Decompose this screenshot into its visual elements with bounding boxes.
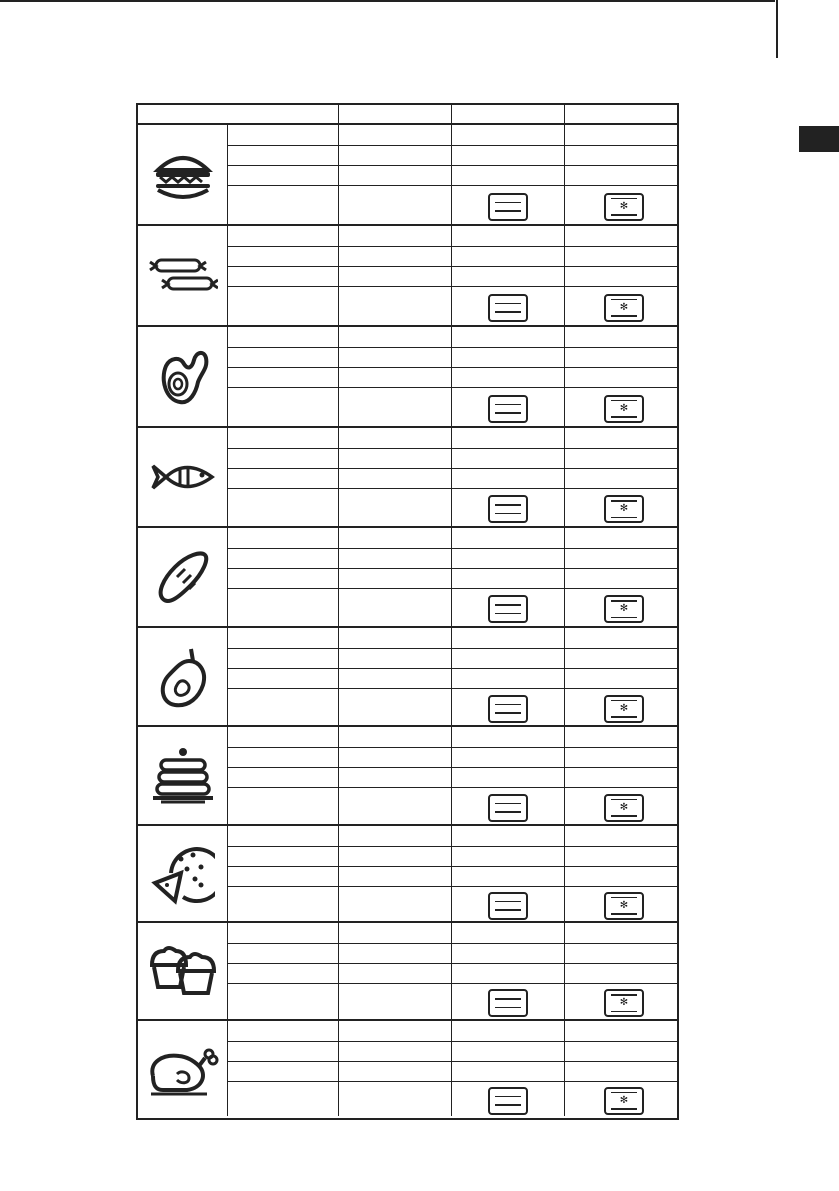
fan-oven-icon: ✻ (604, 1087, 644, 1115)
column-divider (227, 1021, 228, 1116)
column-divider (451, 1021, 452, 1116)
sub-row-divider (227, 747, 677, 748)
sub-row-divider (227, 1061, 677, 1062)
food-row-group (138, 327, 677, 428)
table-header-row (138, 105, 677, 125)
column-divider (338, 923, 339, 1019)
column-divider (451, 125, 452, 224)
fan-oven-icon: ✻ (604, 794, 644, 822)
conventional-heat-icon (488, 1087, 528, 1115)
sub-row-divider (227, 787, 677, 788)
sub-row-divider (227, 1081, 677, 1082)
sub-row-divider (227, 347, 677, 348)
column-divider (451, 923, 452, 1019)
conventional-heat-icon (488, 595, 528, 623)
bread-icon (138, 528, 227, 626)
conventional-heat-icon (488, 989, 528, 1017)
column-divider (227, 528, 228, 626)
column-divider (338, 125, 339, 224)
sub-row-divider (227, 963, 677, 964)
muffins-icon (138, 923, 227, 1019)
conventional-heat-icon (488, 892, 528, 920)
column-divider (451, 327, 452, 426)
column-divider (227, 428, 228, 526)
header-column-divider (451, 105, 452, 125)
top-rule (0, 0, 775, 2)
meat-leg-icon (138, 628, 227, 725)
roast-chicken-icon (138, 1021, 227, 1118)
column-divider (338, 1021, 339, 1116)
sub-row-divider (227, 468, 677, 469)
fan-oven-icon: ✻ (604, 695, 644, 723)
sub-row-divider (227, 246, 677, 247)
column-divider (227, 826, 228, 921)
sub-row-divider (227, 648, 677, 649)
column-divider (338, 727, 339, 824)
pancakes-icon (138, 727, 227, 824)
column-divider (564, 826, 565, 921)
food-row-group (138, 727, 677, 826)
header-column-divider (338, 105, 339, 125)
sub-row-divider (227, 983, 677, 984)
sausages-icon (138, 226, 227, 325)
sub-row-divider (227, 668, 677, 669)
food-row-group (138, 1021, 677, 1118)
column-divider (227, 327, 228, 426)
column-divider (451, 727, 452, 824)
sub-row-divider (227, 185, 677, 186)
column-divider (564, 528, 565, 626)
sub-row-divider (227, 767, 677, 768)
fan-oven-icon: ✻ (604, 193, 644, 221)
food-row-group (138, 125, 677, 226)
sub-row-divider (227, 688, 677, 689)
column-divider (451, 826, 452, 921)
fish-icon (138, 428, 227, 526)
fan-oven-icon: ✻ (604, 595, 644, 623)
conventional-heat-icon (488, 794, 528, 822)
sub-row-divider (227, 286, 677, 287)
column-divider (227, 628, 228, 725)
column-divider (227, 923, 228, 1019)
fan-oven-icon: ✻ (604, 294, 644, 322)
column-divider (564, 125, 565, 224)
conventional-heat-icon (488, 495, 528, 523)
sub-row-divider (227, 866, 677, 867)
sub-row-divider (227, 1041, 677, 1042)
food-row-group (138, 528, 677, 628)
column-divider (564, 923, 565, 1019)
conventional-heat-icon (488, 695, 528, 723)
food-row-group (138, 826, 677, 923)
column-divider (338, 826, 339, 921)
column-divider (227, 727, 228, 824)
column-divider (338, 528, 339, 626)
sub-row-divider (227, 448, 677, 449)
fan-oven-icon: ✻ (604, 495, 644, 523)
food-row-group (138, 628, 677, 727)
column-divider (564, 226, 565, 325)
conventional-heat-icon (488, 294, 528, 322)
pizza-icon (138, 826, 227, 921)
column-divider (338, 628, 339, 725)
column-divider (564, 428, 565, 526)
conventional-heat-icon (488, 395, 528, 423)
sub-row-divider (227, 145, 677, 146)
column-divider (451, 528, 452, 626)
ham-icon (138, 327, 227, 426)
cooking-table (136, 103, 679, 1120)
sub-row-divider (227, 266, 677, 267)
sub-row-divider (227, 548, 677, 549)
burger-icon (138, 125, 227, 224)
food-row-group (138, 226, 677, 327)
column-divider (451, 226, 452, 325)
sub-row-divider (227, 165, 677, 166)
conventional-heat-icon (488, 193, 528, 221)
column-divider (564, 628, 565, 725)
column-divider (451, 428, 452, 526)
sub-row-divider (227, 943, 677, 944)
sub-row-divider (227, 387, 677, 388)
column-divider (564, 1021, 565, 1116)
sub-row-divider (227, 846, 677, 847)
sub-row-divider (227, 588, 677, 589)
header-column-divider (564, 105, 565, 125)
side-rule (776, 0, 778, 58)
fan-oven-icon: ✻ (604, 892, 644, 920)
column-divider (338, 327, 339, 426)
sub-row-divider (227, 886, 677, 887)
column-divider (451, 628, 452, 725)
column-divider (227, 226, 228, 325)
column-divider (564, 327, 565, 426)
sub-row-divider (227, 568, 677, 569)
food-row-group (138, 428, 677, 528)
column-divider (338, 428, 339, 526)
fan-oven-icon: ✻ (604, 989, 644, 1017)
food-row-group (138, 923, 677, 1021)
column-divider (338, 226, 339, 325)
fan-oven-icon: ✻ (604, 395, 644, 423)
sub-row-divider (227, 367, 677, 368)
sub-row-divider (227, 488, 677, 489)
column-divider (564, 727, 565, 824)
column-divider (227, 125, 228, 224)
language-tab (799, 126, 839, 152)
